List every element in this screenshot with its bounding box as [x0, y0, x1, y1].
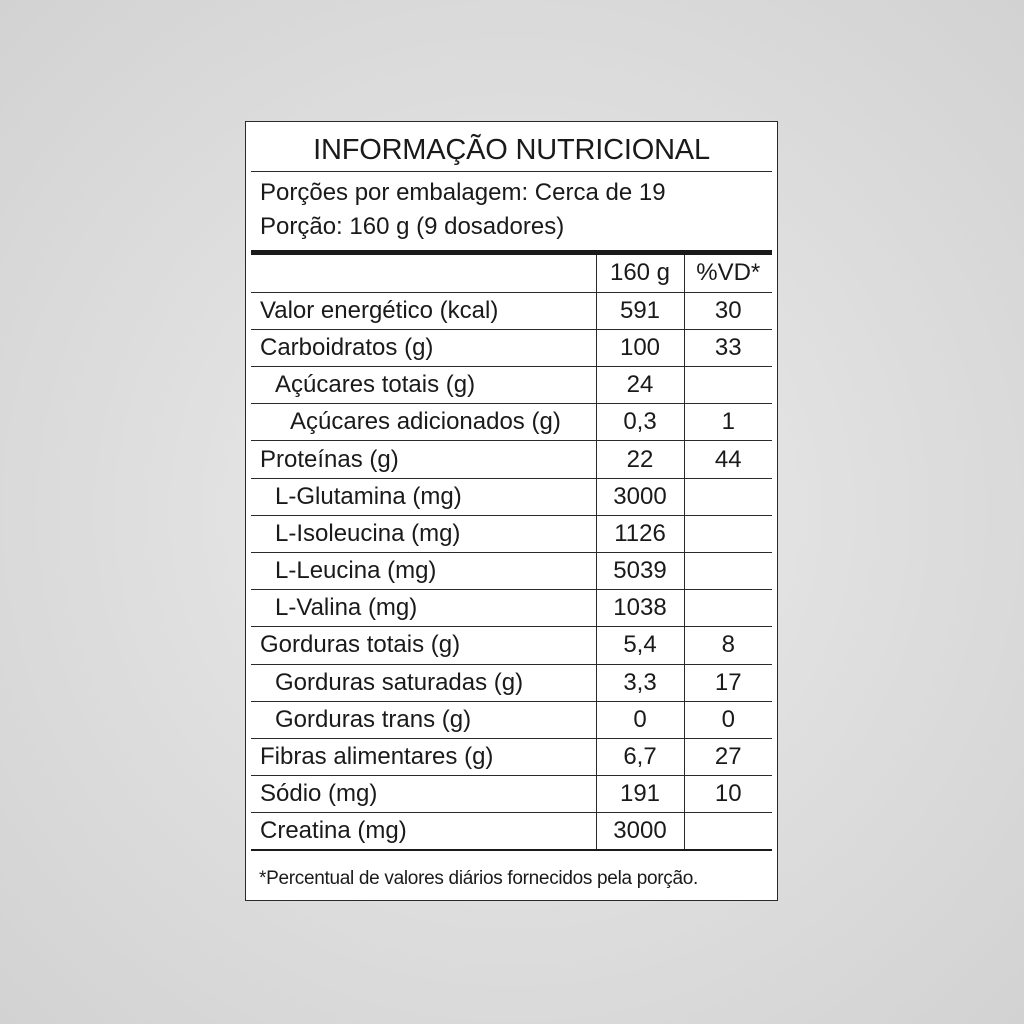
nutrient-dv: 1 — [684, 404, 772, 441]
nutrient-dv: 33 — [684, 329, 772, 366]
nutrient-table — [251, 255, 772, 851]
nutrient-name: Gorduras totais (g) — [251, 627, 596, 664]
nutrient-name: L-Isoleucina (mg) — [251, 515, 596, 552]
nutrient-amount: 100 — [596, 329, 684, 366]
nutrient-name: L-Glutamina (mg) — [251, 478, 596, 515]
nutrient-amount: 191 — [596, 776, 684, 813]
nutrient-dv — [684, 478, 772, 515]
nutrient-name: Gorduras saturadas (g) — [251, 664, 596, 701]
header-amount-cell: 160 g — [596, 255, 684, 292]
nutrient-amount: 3000 — [596, 478, 684, 515]
table-row — [251, 813, 772, 850]
nutrient-amount: 5,4 — [596, 627, 684, 664]
servings-per-package: Porções por embalagem: Cerca de 19 — [260, 179, 666, 206]
nutrient-name: Valor energético (kcal) — [251, 292, 596, 329]
nutrient-dv: 8 — [684, 627, 772, 664]
nutrient-dv: 10 — [684, 776, 772, 813]
nutrient-name: Fibras alimentares (g) — [251, 738, 596, 775]
header-name-cell — [251, 255, 596, 292]
table-row — [251, 329, 772, 366]
nutrient-amount: 24 — [596, 367, 684, 404]
nutrient-name: L-Valina (mg) — [251, 590, 596, 627]
table-row — [251, 627, 772, 664]
table-row — [251, 701, 772, 738]
table-row — [251, 738, 772, 775]
nutrient-dv — [684, 813, 772, 850]
nutrient-dv: 27 — [684, 738, 772, 775]
nutrient-name: Açúcares adicionados (g) — [251, 404, 596, 441]
nutrient-amount: 5039 — [596, 553, 684, 590]
nutrient-name: Carboidratos (g) — [251, 329, 596, 366]
table-row — [251, 478, 772, 515]
nutrient-name: Proteínas (g) — [251, 441, 596, 478]
nutrient-name: Açúcares totais (g) — [251, 367, 596, 404]
dv-footnote: *Percentual de valores diários fornecidos pela porção. — [259, 868, 699, 889]
nutrient-dv — [684, 515, 772, 552]
nutrient-amount: 3000 — [596, 813, 684, 850]
table-row — [251, 367, 772, 404]
table-row — [251, 664, 772, 701]
table-row — [251, 776, 772, 813]
nutrient-amount: 3,3 — [596, 664, 684, 701]
nutrient-amount: 6,7 — [596, 738, 684, 775]
nutrient-dv: 17 — [684, 664, 772, 701]
nutrient-amount: 22 — [596, 441, 684, 478]
nutrition-facts-label — [245, 121, 778, 901]
nutrient-dv: 30 — [684, 292, 772, 329]
nutrient-dv — [684, 367, 772, 404]
nutrient-dv: 44 — [684, 441, 772, 478]
nutrient-name: L-Leucina (mg) — [251, 553, 596, 590]
nutrient-name: Sódio (mg) — [251, 776, 596, 813]
table-row — [251, 515, 772, 552]
serving-size: Porção: 160 g (9 dosadores) — [260, 213, 565, 240]
nutrient-name: Gorduras trans (g) — [251, 701, 596, 738]
nutrient-dv — [684, 553, 772, 590]
table-row — [251, 441, 772, 478]
label-title: INFORMAÇÃO NUTRICIONAL — [313, 134, 710, 166]
nutrient-name: Creatina (mg) — [251, 813, 596, 850]
table-row — [251, 553, 772, 590]
table-row — [251, 292, 772, 329]
nutrient-amount: 591 — [596, 292, 684, 329]
nutrient-amount: 1038 — [596, 590, 684, 627]
table-row — [251, 590, 772, 627]
nutrient-amount: 1126 — [596, 515, 684, 552]
nutrient-amount: 0 — [596, 701, 684, 738]
header-dv-cell: %VD* — [684, 255, 772, 292]
nutrient-dv — [684, 590, 772, 627]
table-row — [251, 404, 772, 441]
nutrient-dv: 0 — [684, 701, 772, 738]
nutrient-amount: 0,3 — [596, 404, 684, 441]
table-header-row — [251, 255, 772, 292]
title-divider — [251, 171, 772, 172]
